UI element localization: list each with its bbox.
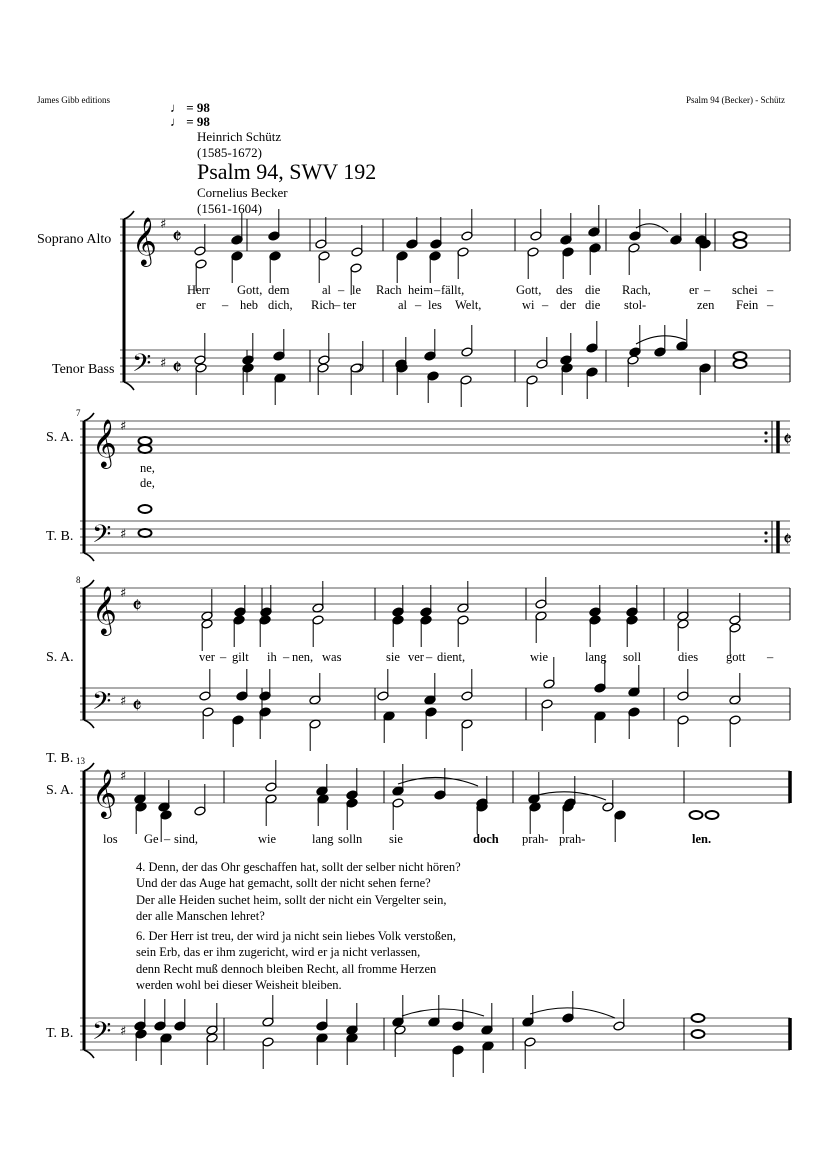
lyric-syllable: solln: [338, 832, 363, 846]
tenor-note: [377, 691, 389, 701]
lyric-syllable: nen,: [292, 650, 314, 664]
bass-clef: 𝄢: [92, 687, 112, 722]
alto-note: [626, 615, 638, 625]
lyric-hyphen: –: [222, 298, 229, 312]
soprano-note: [530, 231, 542, 241]
lyric-syllable: les: [428, 298, 442, 312]
alto-note: [729, 623, 741, 633]
alto-note: [195, 259, 207, 269]
tenor-note: [174, 1021, 186, 1031]
verse-line: werden wohl bei dieser Weisheit bleiben.: [136, 978, 342, 993]
key-signature-sharp: ♯: [120, 1024, 127, 1039]
verse-line: Der alle Heiden suchet heim, sollt der nicht ein Vergelter sein,: [136, 892, 447, 907]
tenor-note: [461, 347, 473, 357]
whole-note: [706, 811, 719, 819]
bass-note: [699, 363, 711, 373]
soprano-note: [729, 615, 741, 625]
treble-clef: 𝄞: [92, 585, 117, 634]
tenor-note: [536, 359, 548, 369]
lyric-syllable: al: [398, 298, 408, 312]
soprano-note: [430, 239, 442, 249]
lyric-syllable: ih: [267, 650, 277, 664]
lyric-syllable: prah-: [559, 832, 586, 846]
lyric-hyphen: –: [220, 650, 227, 664]
composer: Heinrich Schütz: [197, 129, 282, 144]
lyric-hyphen: –: [334, 298, 341, 312]
lyric-hyphen: –: [767, 298, 774, 312]
bass-note: [425, 707, 437, 717]
bass-note: [195, 363, 207, 373]
lyric-syllable: stol-: [624, 298, 647, 312]
lyric-syllable: Fein: [736, 298, 759, 312]
lyric-syllable: wie: [258, 832, 277, 846]
lyric-syllable: fällt,: [441, 283, 465, 297]
part-name-upper: S. A.: [46, 650, 74, 665]
whole-note: [734, 232, 747, 240]
lyric-syllable: lang: [585, 650, 607, 664]
soprano-note: [346, 790, 358, 800]
lyricist: Cornelius Becker: [197, 185, 288, 200]
whole-note: [139, 445, 152, 453]
whole-note: [734, 360, 747, 368]
bass-note: [677, 715, 689, 725]
lyric-syllable: sind,: [174, 832, 198, 846]
soprano-note: [194, 806, 206, 816]
time-signature: 𝄵: [172, 225, 182, 250]
soprano-note: [315, 239, 327, 249]
whole-note: [139, 437, 152, 445]
tempo-mark: ♩ = 98: [170, 100, 210, 115]
key-signature-sharp: ♯: [120, 527, 127, 542]
lyric-syllable: heb: [240, 298, 259, 312]
soprano-note: [560, 235, 572, 245]
tenor-note: [452, 1021, 464, 1031]
lyric-syllable: dies: [678, 650, 699, 664]
soprano-note: [392, 607, 404, 617]
soprano-note: [420, 607, 432, 617]
soprano-note: [670, 235, 682, 245]
lyric-syllable: er: [689, 283, 699, 297]
lyric-syllable: de,: [140, 476, 155, 490]
alto-note: [269, 251, 281, 261]
tenor-note: [154, 1021, 166, 1031]
time-signature: 𝄵: [783, 427, 792, 451]
lyric-hyphen: –: [338, 283, 345, 297]
lyric-hyphen: –: [415, 298, 422, 312]
bass-note: [259, 707, 271, 717]
treble-clef: 𝄞: [92, 768, 117, 817]
key-signature-sharp: ♯: [120, 586, 127, 601]
publisher-label: James Gibb editions: [37, 95, 110, 105]
part-name-lower: T. B.: [46, 751, 74, 766]
time-signature: 𝄵: [132, 694, 142, 719]
alto-note: [346, 798, 358, 808]
lyric-syllable: Rich: [311, 298, 335, 312]
lyric-syllable: er: [196, 298, 206, 312]
alto-note: [318, 251, 330, 261]
repeat-dot: [764, 439, 767, 442]
lyric-syllable: le: [352, 283, 362, 297]
key-signature-sharp: ♯: [120, 419, 127, 434]
lyric-syllable: Gott,: [237, 283, 263, 297]
tenor-note: [654, 347, 666, 357]
tenor-note: [259, 691, 271, 701]
lyric-syllable: dich,: [268, 298, 293, 312]
verse-line: 4. Denn, der das Ohr geschaffen hat, sollt der selber nicht hören?: [136, 860, 461, 874]
whole-note: [734, 240, 747, 248]
lyric-hyphen: –: [704, 283, 711, 297]
tenor-note: [461, 691, 473, 701]
lyric-syllable: los: [103, 832, 118, 846]
lyric-syllable: Ge: [144, 832, 159, 846]
lyric-syllable: wie: [530, 650, 549, 664]
part-name-upper: S. A.: [46, 430, 74, 445]
tenor-note: [242, 355, 254, 365]
time-signature: 𝄵: [783, 527, 792, 551]
soprano-note: [265, 782, 277, 792]
tenor-note: [677, 691, 689, 701]
lyricist-dates: (1561-1604): [197, 201, 262, 216]
tenor-note: [594, 683, 606, 693]
lyric-syllable: des: [556, 283, 573, 297]
lyric-hyphen: –: [767, 283, 774, 297]
bass-note: [526, 375, 538, 385]
repeat-dot: [764, 431, 767, 434]
verse-line: sein Erb, das er ihm zugericht, wird er ja nicht verlassen,: [136, 945, 421, 960]
lyric-syllable: soll: [623, 650, 642, 664]
alto-note: [614, 810, 626, 820]
bass-note: [627, 355, 639, 365]
lyric-syllable: doch: [473, 832, 499, 846]
bass-note: [524, 1037, 536, 1047]
alto-note: [457, 615, 469, 625]
whole-note: [690, 811, 703, 819]
verse-line: Und der das Auge hat gemacht, sollt der nicht sehen ferne?: [136, 876, 431, 891]
alto-note: [259, 615, 271, 625]
lyric-hyphen: –: [283, 650, 290, 664]
repeat-dot: [764, 531, 767, 534]
slur: [402, 1009, 484, 1016]
lyric-syllable: prah-: [522, 832, 549, 846]
lyric-syllable: ne,: [140, 461, 155, 475]
slur: [636, 336, 686, 344]
lyric-syllable: sie: [389, 832, 403, 846]
soprano-note: [194, 246, 206, 256]
whole-note: [734, 352, 747, 360]
alto-note: [527, 247, 539, 257]
lyric-syllable: ver: [199, 650, 215, 664]
tenor-note: [134, 1021, 146, 1031]
soprano-note: [588, 227, 600, 237]
lyric-syllable: len.: [692, 832, 712, 846]
soprano-note: [589, 607, 601, 617]
key-signature-sharp: ♯: [120, 694, 127, 709]
tenor-note: [273, 351, 285, 361]
lyric-syllable: gilt: [232, 650, 249, 664]
lyric-syllable: gott: [726, 650, 746, 664]
bass-note: [561, 363, 573, 373]
soprano-note: [434, 790, 446, 800]
alto-note: [233, 615, 245, 625]
whole-note: [139, 529, 152, 537]
tenor-note: [613, 1021, 625, 1031]
lyric-syllable: schei: [732, 283, 758, 297]
lyric-syllable: dient,: [437, 650, 466, 664]
part-name-upper: Soprano Alto: [37, 232, 112, 247]
lyric-syllable: Rach: [376, 283, 402, 297]
lyric-syllable: lang: [312, 832, 334, 846]
alto-note: [589, 615, 601, 625]
soprano-note: [406, 239, 418, 249]
lyric-syllable: die: [585, 298, 601, 312]
lyric-syllable: ver: [408, 650, 424, 664]
bass-clef: 𝄢: [92, 1017, 112, 1052]
lyric-syllable: wi: [522, 298, 535, 312]
bass-clef: 𝄢: [132, 349, 152, 384]
lyric-hyphen: –: [542, 298, 549, 312]
tenor-note: [199, 691, 211, 701]
bass-note: [317, 363, 329, 373]
part-name-upper: S. A.: [46, 783, 74, 798]
measure-number: 8: [76, 575, 81, 585]
alto-note: [392, 615, 404, 625]
tenor-note: [586, 343, 598, 353]
lyric-syllable: zen: [697, 298, 715, 312]
soprano-note: [351, 247, 363, 257]
key-signature-sharp: ♯: [160, 217, 167, 232]
bass-note: [262, 1037, 274, 1047]
part-name-lower: T. B.: [46, 529, 74, 544]
composer-dates: (1585-1672): [197, 145, 262, 160]
part-name-lower: T. B.: [46, 1026, 74, 1041]
lyric-syllable: heim: [408, 283, 433, 297]
whole-note: [692, 1014, 705, 1022]
bass-note: [135, 1029, 147, 1039]
alto-note: [562, 247, 574, 257]
bass-note: [427, 371, 439, 381]
bass-note: [460, 375, 472, 385]
tenor-note: [560, 355, 572, 365]
lyric-hyphen: –: [434, 283, 441, 297]
verse-4: [136, 859, 461, 925]
tenor-note: [316, 1021, 328, 1031]
lyric-syllable: al: [322, 283, 332, 297]
lyric-syllable: die: [585, 283, 601, 297]
lyric-syllable: Gott,: [516, 283, 542, 297]
lyric-hyphen: –: [164, 832, 171, 846]
treble-clef: 𝄞: [92, 418, 117, 467]
tempo-mark: ♩ = 98: [170, 114, 210, 129]
part-name-lower: Tenor Bass: [52, 362, 115, 377]
alto-note: [392, 798, 404, 808]
key-signature-sharp: ♯: [160, 356, 167, 371]
lyric-syllable: Welt,: [455, 298, 482, 312]
lyric-hyphen: –: [426, 650, 433, 664]
lyric-syllable: Herr: [187, 283, 210, 297]
tenor-note: [194, 355, 206, 365]
lyric-syllable: Rach,: [622, 283, 651, 297]
bass-note: [202, 707, 214, 717]
piece-title: Psalm 94, SWV 192: [197, 159, 377, 184]
lyric-syllable: ter: [343, 298, 357, 312]
measure-number: 7: [76, 408, 81, 418]
lyric-syllable: sie: [386, 650, 400, 664]
treble-clef: 𝄞: [132, 216, 157, 265]
alto-note: [350, 263, 362, 273]
soprano-note: [629, 231, 641, 241]
whole-note: [692, 1030, 705, 1038]
lyric-hyphen: –: [767, 650, 774, 664]
verse-line: der alle Manschen lehret?: [136, 909, 265, 924]
alto-note: [628, 243, 640, 253]
alto-note: [396, 251, 408, 261]
verse-line: denn Recht muß dennoch bleiben Recht, all fromme Herzen: [136, 961, 437, 976]
time-signature: 𝄵: [132, 594, 142, 619]
soprano-note: [461, 231, 473, 241]
bass-note: [452, 1045, 464, 1055]
bass-clef: 𝄢: [92, 520, 112, 555]
soprano-note: [231, 235, 243, 245]
alto-note: [420, 615, 432, 625]
lyric-syllable: dem: [268, 283, 290, 297]
whole-note: [139, 505, 152, 513]
alto-note: [457, 247, 469, 257]
alto-note: [589, 243, 601, 253]
bass-note: [242, 363, 254, 373]
tenor-note: [562, 1013, 574, 1023]
bass-note: [232, 715, 244, 725]
lyric-syllable: der: [560, 298, 576, 312]
slur: [636, 224, 668, 232]
measure-number: 13: [76, 756, 85, 766]
verse-line: 6. Der Herr ist treu, der wird ja nicht sein liebes Volk verstoßen,: [136, 929, 456, 943]
alto-note: [160, 810, 172, 820]
soprano-note: [626, 607, 638, 617]
time-signature: 𝄵: [172, 356, 182, 381]
bass-note: [586, 367, 598, 377]
key-signature-sharp: ♯: [120, 769, 127, 784]
alto-note: [231, 251, 243, 261]
running-title: Psalm 94 (Becker) - Schütz: [686, 95, 785, 105]
tenor-note: [236, 691, 248, 701]
lyric-syllable: was: [322, 650, 342, 664]
bass-note: [628, 707, 640, 717]
soprano-note: [268, 231, 280, 241]
tenor-note: [424, 351, 436, 361]
alto-note: [429, 251, 441, 261]
soprano-note: [535, 599, 547, 609]
verse-6: [136, 928, 456, 994]
bass-note: [729, 715, 741, 725]
alto-note: [312, 615, 324, 625]
repeat-dot: [764, 539, 767, 542]
bass-note: [541, 699, 553, 709]
